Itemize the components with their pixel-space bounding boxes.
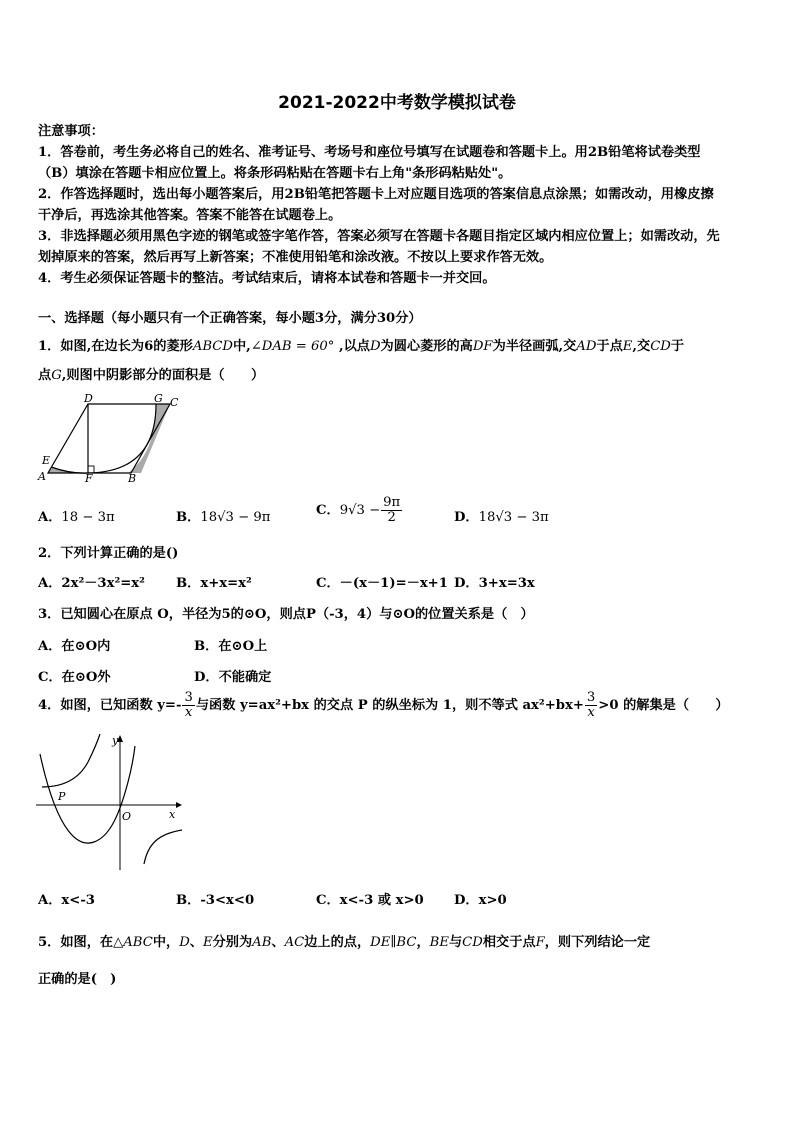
page-title: 2021-2022中考数学模拟试卷 [278, 93, 516, 113]
notice-line: （B）填涂在答题卡相应位置上。将条形码粘贴在答题卡右上角"条形码粘贴处"。 [38, 166, 512, 181]
label-y: y [112, 734, 119, 747]
question-1-option-c[interactable]: C．9√3 − $\frac{9\pi}{2}$ [316, 495, 401, 525]
question-1-stem: 1．如图,在边长为6的菱形ABCD中,∠DAB = 60° ,以点D为圆心菱形的高DF为半径画弧,交AD于点E,交CD于 [38, 339, 685, 354]
question-4-option-a[interactable]: A．x<-3 [38, 893, 95, 908]
hyperbola-branch-lower [144, 830, 182, 864]
notice-line: 3．非选择题必须用黑色字迹的钢笔或签字笔作答，答案必须写在答题卡各题目指定区域内相应位置上；如需改动，先 [38, 229, 720, 244]
question-4-option-b[interactable]: B．-3<x<0 [176, 893, 255, 908]
question-3-option-b[interactable]: B．在⊙O上 [194, 639, 268, 654]
notice-line: 划掉原来的答案，然后再写上新答案；不准使用铅笔和涂改液。不按以上要求作答无效。 [38, 250, 553, 265]
question-2-option-a[interactable]: A．2x²－3x²=x² [38, 576, 145, 591]
notice-line: 2．作答选择题时，选出每小题答案后，用2B铅笔把答题卡上对应题目选项的答案信息点涂黑；如需改动，用橡皮擦 [38, 187, 714, 202]
label-x: x [169, 808, 176, 821]
question-2-option-b[interactable]: B．x+x=x² [176, 576, 252, 591]
label-g: G [154, 392, 163, 405]
label-f: F [85, 472, 93, 484]
fraction: $\frac{3}{x}$ [184, 690, 193, 720]
label-a: A [38, 470, 46, 483]
question-1-option-d[interactable]: D．18√3 − 3π [454, 510, 549, 525]
question-3-option-c[interactable]: C．在⊙O外 [38, 670, 111, 685]
label-o: O [122, 810, 132, 823]
question-1-option-a[interactable]: A．18 − 3π [38, 510, 115, 525]
question-5-stem: 5．如图，在△ABC中，D、E分别为AB、AC边上的点，DE∥BC，BE与CD相交于点F，则下列结论一定 [38, 935, 651, 950]
question-4-option-d[interactable]: D．x>0 [454, 893, 507, 908]
notice-line: 干净后，再选涂其他答案。答案不能答在试题卷上。 [38, 208, 342, 223]
notice-line: 4．考生必须保证答题卡的整洁。考试结束后，请将本试卷和答题卡一并交回。 [38, 271, 496, 286]
question-3-stem: 3．已知圆心在原点 O，半径为5的⊙O，则点P（-3，4）与⊙O的位置关系是（ ） [38, 607, 534, 622]
question-1-option-b[interactable]: B．18√3 − 9π [176, 510, 271, 525]
x-axis-arrow [176, 802, 182, 808]
notice-line: 1．答卷前，考生务必将自己的姓名、准考证号、考场号和座位号填写在试题卷和答题卡上。用2B铅笔将试卷类型 [38, 145, 701, 160]
label-c: C [170, 396, 179, 409]
question-3-option-a[interactable]: A．在⊙O内 [38, 639, 111, 654]
fraction: $\frac{3}{x}$ [586, 690, 596, 720]
label-p: P [58, 790, 66, 803]
question-2-stem: 2．下列计算正确的是() [38, 546, 179, 561]
label-e: E [42, 454, 51, 467]
label-b: B [128, 472, 137, 484]
function-graph-figure [36, 732, 186, 872]
hyperbola-branch-upper [42, 734, 100, 787]
section-heading: 一、选择题（每小题只有一个正确答案，每小题3分，满分30分） [38, 311, 422, 326]
question-1-stem-line2: 点G,则图中阴影部分的面积是（ ） [38, 368, 265, 383]
parabola-curve [40, 746, 135, 843]
question-4-option-c[interactable]: C．x<-3 或 x>0 [316, 893, 424, 908]
question-4-stem: 4．如图，已知函数 y=- $\frac{3}{x}$ 与函数 y=ax²+bx 的交点 P 的纵坐标为 1，则不等式 ax²+bx+ $\frac{3}{x}$ >0 的解集是（ ） [38, 690, 729, 720]
notice-heading: 注意事项： [38, 124, 104, 139]
question-2-option-c[interactable]: C．－(x－1)=－x+1 [316, 576, 448, 591]
question-5-stem-line2: 正确的是( ) [38, 972, 117, 987]
label-d: D [84, 392, 93, 405]
question-3-option-d[interactable]: D．不能确定 [194, 670, 272, 685]
rhombus-figure [36, 392, 186, 484]
fraction: $\frac{9\pi}{2}$ [383, 495, 401, 525]
question-2-option-d[interactable]: D．3+x=3x [454, 576, 535, 591]
